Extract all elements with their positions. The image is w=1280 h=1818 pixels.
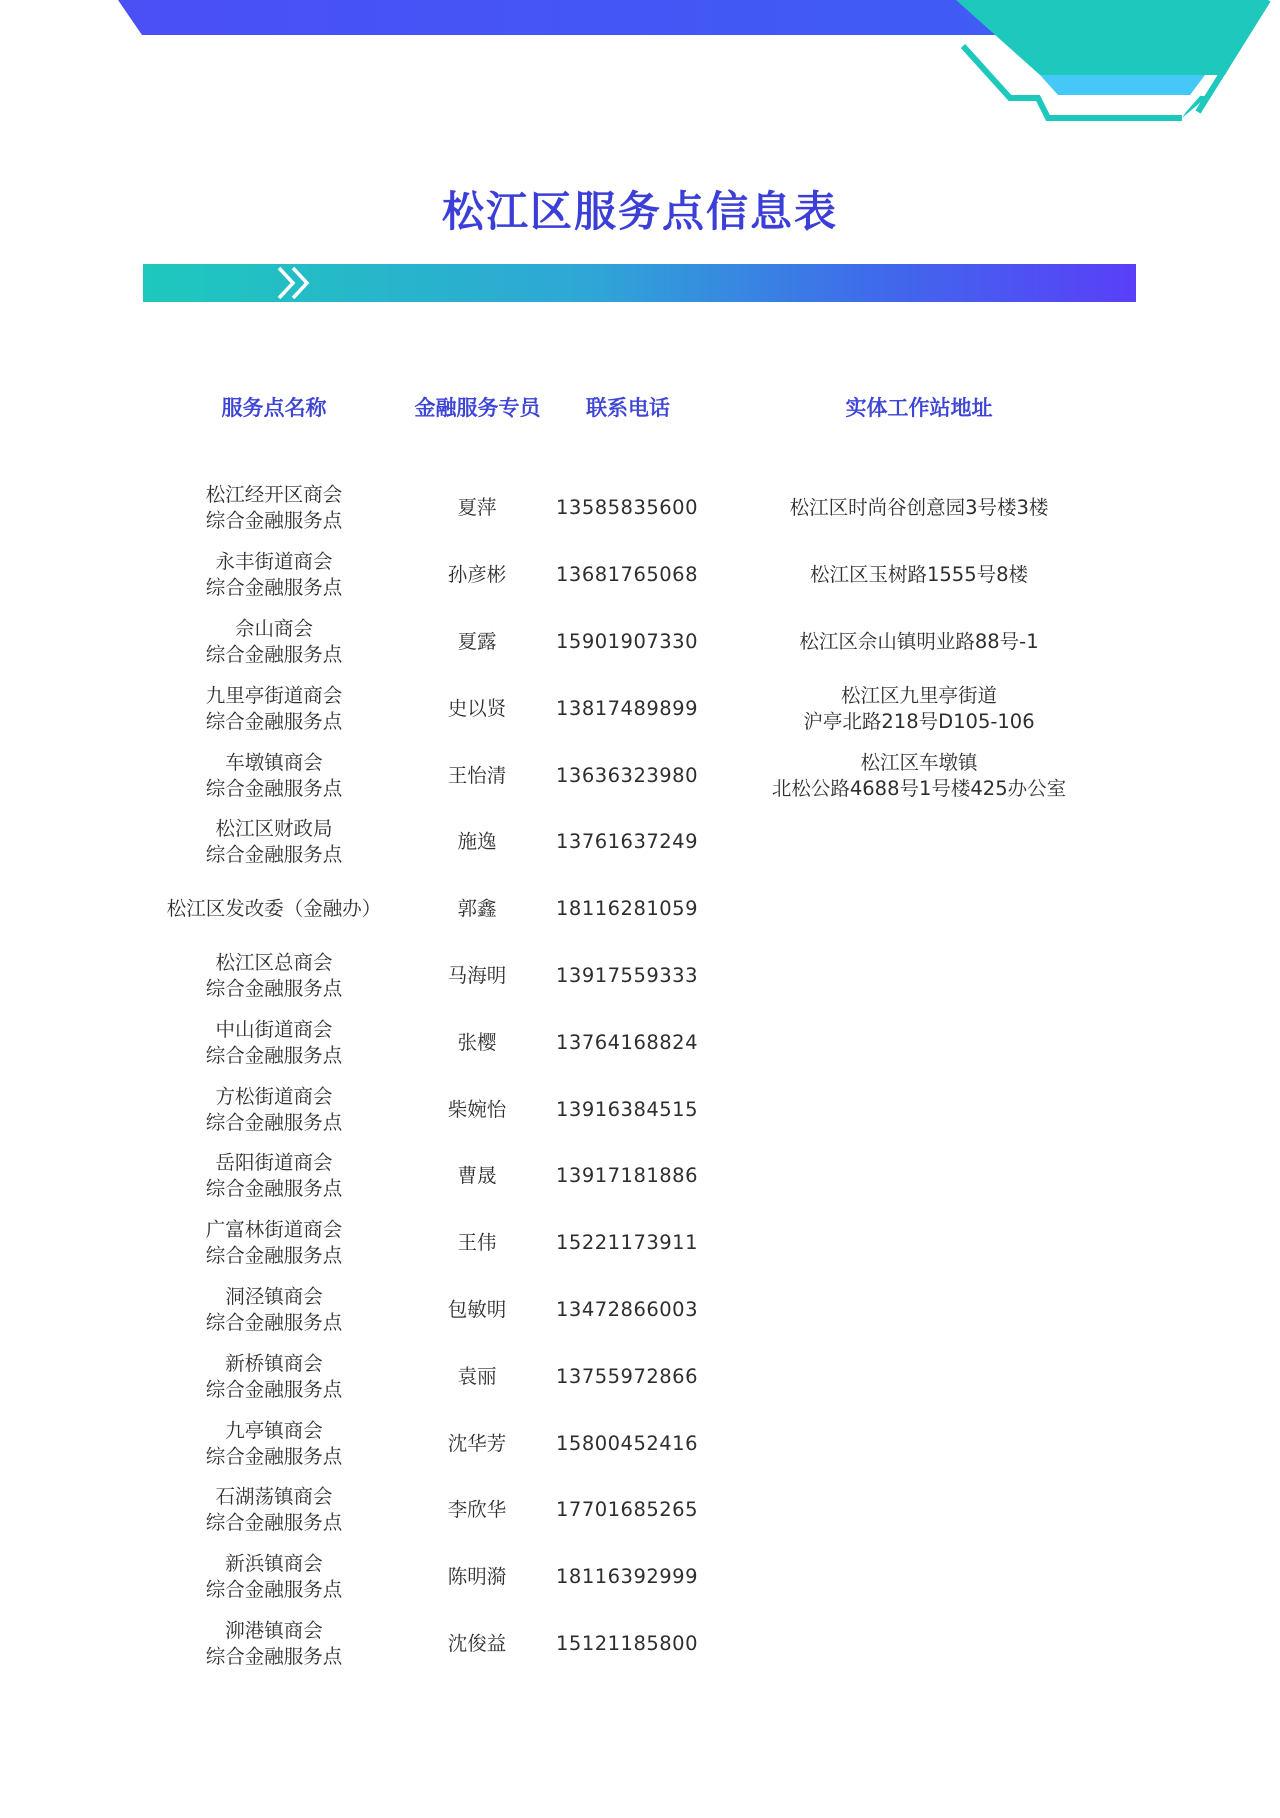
address: 松江区佘山镇明业路88号-1 bbox=[799, 629, 1039, 653]
address: 松江区九里亭街道 沪亭北路218号D105-106 bbox=[803, 683, 1035, 733]
service-point-name: 新浜镇商会 综合金融服务点 bbox=[205, 1552, 343, 1602]
address bbox=[700, 1277, 1138, 1344]
phone-number: 13761637249 bbox=[556, 830, 698, 854]
table-row bbox=[0, 1143, 1280, 1210]
service-point-name: 车墩镇商会 综合金融服务点 bbox=[205, 750, 343, 800]
service-point-name: 广富林街道商会 综合金融服务点 bbox=[205, 1218, 343, 1268]
specialist-name: 张樱 bbox=[457, 1030, 497, 1054]
page-title: 松江区服务点信息表 bbox=[441, 187, 838, 236]
specialist-name: 沈俊益 bbox=[447, 1631, 507, 1655]
phone-number: 15901907330 bbox=[556, 629, 698, 653]
column-header-person: 金融服务专员 bbox=[414, 396, 541, 420]
address bbox=[700, 943, 1138, 1010]
phone-number: 13585835600 bbox=[556, 496, 698, 520]
table-row bbox=[0, 1210, 1280, 1277]
table-row bbox=[0, 1076, 1280, 1143]
table-row bbox=[0, 675, 1280, 742]
phone-number: 15800452416 bbox=[556, 1431, 698, 1455]
service-point-name: 方松街道商会 综合金融服务点 bbox=[205, 1084, 343, 1134]
table-row bbox=[0, 809, 1280, 876]
service-point-name: 佘山商会 综合金融服务点 bbox=[205, 616, 343, 666]
phone-number: 13681765068 bbox=[556, 563, 698, 587]
specialist-name: 施逸 bbox=[457, 830, 497, 854]
service-point-name: 永丰街道商会 综合金融服务点 bbox=[205, 550, 343, 600]
table-row bbox=[0, 1477, 1280, 1544]
address bbox=[700, 1143, 1138, 1210]
address bbox=[700, 809, 1138, 876]
table-row bbox=[0, 475, 1280, 542]
address: 松江区车墩镇 北松公路4688号1号楼425办公室 bbox=[771, 750, 1067, 800]
phone-number: 13755972866 bbox=[556, 1364, 698, 1388]
table-row bbox=[0, 542, 1280, 609]
service-point-name: 泖港镇商会 综合金融服务点 bbox=[205, 1618, 343, 1668]
column-header-name: 服务点名称 bbox=[221, 396, 327, 420]
table-row bbox=[0, 876, 1280, 943]
service-point-name: 石湖荡镇商会 综合金融服务点 bbox=[205, 1485, 343, 1535]
table-row bbox=[0, 1009, 1280, 1076]
column-header-phone: 联系电话 bbox=[586, 396, 670, 420]
table-header bbox=[0, 388, 1280, 428]
specialist-name: 袁丽 bbox=[457, 1364, 497, 1388]
service-point-name: 洞泾镇商会 综合金融服务点 bbox=[205, 1284, 343, 1334]
specialist-name: 马海明 bbox=[447, 963, 507, 987]
service-point-name: 松江经开区商会 综合金融服务点 bbox=[205, 483, 343, 533]
service-point-name: 新桥镇商会 综合金融服务点 bbox=[205, 1351, 343, 1401]
title-divider-bar bbox=[143, 264, 1136, 302]
table-body bbox=[0, 475, 1280, 1677]
address: 松江区时尚谷创意园3号楼3楼 bbox=[789, 496, 1049, 520]
service-point-name: 九亭镇商会 综合金融服务点 bbox=[205, 1418, 343, 1468]
specialist-name: 李欣华 bbox=[447, 1498, 507, 1522]
address: 松江区玉树路1555号8楼 bbox=[809, 563, 1029, 587]
service-point-name: 松江区财政局 综合金融服务点 bbox=[205, 817, 343, 867]
service-point-name: 岳阳街道商会 综合金融服务点 bbox=[205, 1151, 343, 1201]
specialist-name: 郭鑫 bbox=[457, 897, 497, 921]
table-row bbox=[0, 742, 1280, 809]
column-header-address: 实体工作站地址 bbox=[845, 396, 993, 420]
address bbox=[700, 1009, 1138, 1076]
phone-number: 13636323980 bbox=[556, 763, 698, 787]
address bbox=[700, 1611, 1138, 1678]
phone-number: 13917181886 bbox=[556, 1164, 698, 1188]
address bbox=[700, 1076, 1138, 1143]
phone-number: 13764168824 bbox=[556, 1030, 698, 1054]
specialist-name: 史以贤 bbox=[447, 696, 507, 720]
address bbox=[700, 1343, 1138, 1410]
address bbox=[700, 876, 1138, 943]
table-row bbox=[0, 1611, 1280, 1678]
specialist-name: 夏萍 bbox=[457, 496, 497, 520]
specialist-name: 柴婉怡 bbox=[447, 1097, 507, 1121]
phone-number: 18116392999 bbox=[556, 1565, 698, 1589]
specialist-name: 包敏明 bbox=[447, 1297, 507, 1321]
phone-number: 13917559333 bbox=[556, 963, 698, 987]
table-row bbox=[0, 1410, 1280, 1477]
address bbox=[700, 1544, 1138, 1611]
phone-number: 18116281059 bbox=[556, 897, 698, 921]
table-row bbox=[0, 1277, 1280, 1344]
service-point-name: 中山街道商会 综合金融服务点 bbox=[205, 1017, 343, 1067]
specialist-name: 沈华芳 bbox=[447, 1431, 507, 1455]
service-point-name: 松江区发改委（金融办） bbox=[166, 897, 382, 921]
specialist-name: 曹晟 bbox=[457, 1164, 497, 1188]
phone-number: 17701685265 bbox=[556, 1498, 698, 1522]
address bbox=[700, 1210, 1138, 1277]
specialist-name: 孙彦彬 bbox=[447, 563, 507, 587]
service-point-name: 九里亭街道商会 综合金融服务点 bbox=[205, 683, 343, 733]
table-row bbox=[0, 943, 1280, 1010]
top-decoration bbox=[0, 0, 1280, 140]
address bbox=[700, 1410, 1138, 1477]
phone-number: 13817489899 bbox=[556, 696, 698, 720]
specialist-name: 王怡清 bbox=[447, 763, 507, 787]
specialist-name: 王伟 bbox=[457, 1231, 497, 1255]
service-point-name: 松江区总商会 综合金融服务点 bbox=[205, 950, 343, 1000]
address bbox=[700, 1477, 1138, 1544]
phone-number: 13472866003 bbox=[556, 1297, 698, 1321]
table-row bbox=[0, 1343, 1280, 1410]
table-row bbox=[0, 609, 1280, 676]
phone-number: 15121185800 bbox=[556, 1631, 698, 1655]
phone-number: 13916384515 bbox=[556, 1097, 698, 1121]
table-row bbox=[0, 1544, 1280, 1611]
phone-number: 15221173911 bbox=[556, 1231, 698, 1255]
specialist-name: 夏露 bbox=[457, 629, 497, 653]
specialist-name: 陈明漪 bbox=[447, 1565, 507, 1589]
